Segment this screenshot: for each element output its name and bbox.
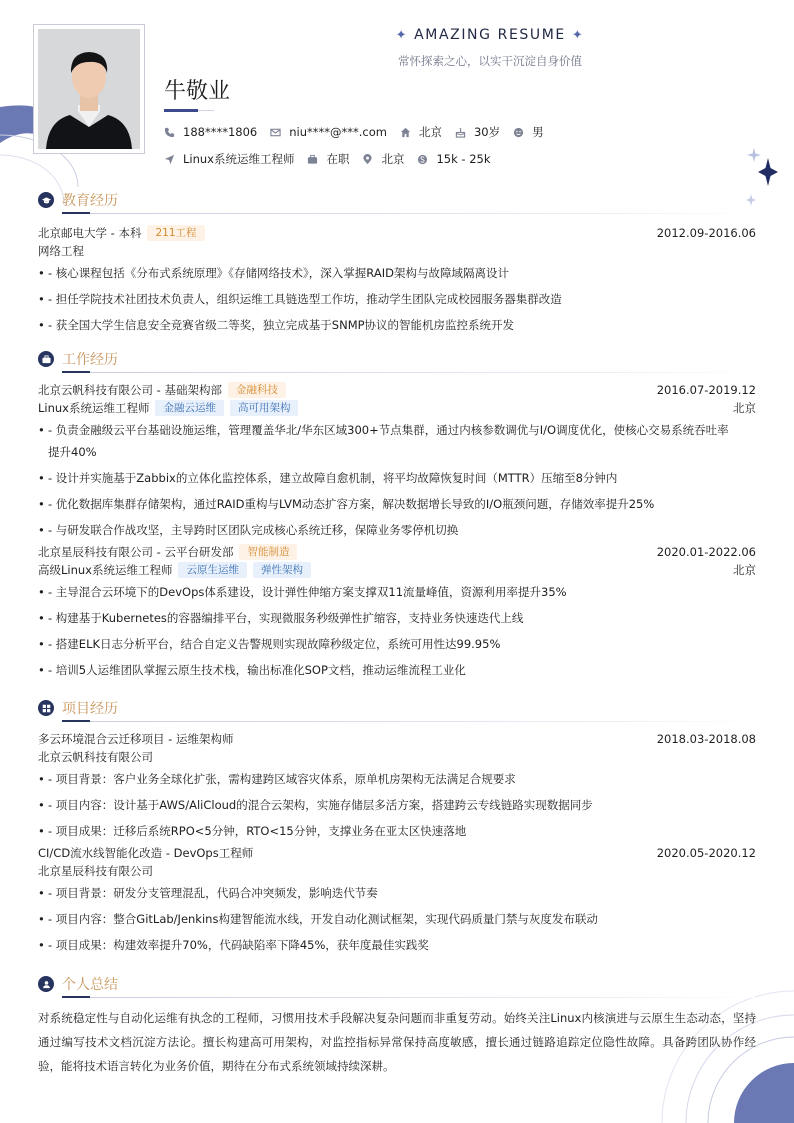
mail-icon [270, 127, 281, 138]
job-item [164, 151, 294, 167]
job-position: 高级Linux系统运维工程师 [38, 563, 173, 577]
list-item: • - 项目内容：设计基于AWS/AliCloud的混合云架构，实施存储层多活方案，搭建跨云专线链路实现数据同步 [38, 792, 756, 818]
gender-value: 男 [532, 125, 544, 139]
education-title: 教育经历 [62, 193, 118, 209]
job-date: 2016.07-2019.12 [656, 383, 756, 397]
skill-tag: 金融云运维 [155, 400, 224, 416]
list-item: • - 获全国大学生信息安全竞赛省级二等奖，独立完成基于SNMP协议的智能机房监控系统开发 [38, 312, 756, 338]
list-item: • - 主导混合云环境下的DevOps体系建设，设计弹性伸缩方案支撑双11流量峰值，资源利用率提升35% [38, 579, 756, 605]
briefcase-icon [38, 351, 54, 367]
job-location: 北京 [733, 401, 756, 415]
list-item-continued: 提升40% [48, 445, 97, 459]
list-item: • - 设计并实施基于Zabbix的立体化监控体系，建立故障自愈机制，将平均故障恢复时间（MTTR）压缩至8分钟内 [38, 465, 756, 491]
phone-value: 188****1806 [183, 125, 258, 139]
list-item: • - 项目成果：迁移后系统RPO<5分钟，RTO<15分钟，支撑业务在亚太区快速落地 [38, 818, 756, 844]
user-icon [513, 127, 524, 138]
profile-photo-frame [33, 24, 145, 154]
section-rule [38, 994, 756, 1002]
project-company: 北京云帆科技有限公司 [38, 750, 153, 764]
list-item: • - 构建基于Kubernetes的容器编排平台，实现微服务秒级弹性扩缩容，支持业务快速迭代上线 [38, 605, 756, 631]
projects-section [38, 698, 756, 958]
skill-tag: 云原生运维 [178, 562, 247, 578]
list-item: • - 项目背景：客户业务全球化扩张，需构建跨区域容灾体系，原单机房架构无法满足合规要求 [38, 766, 756, 792]
project-name: CI/CD流水线智能化改造 - DevOps工程师 [38, 846, 254, 860]
skill-tag: 高可用架构 [230, 400, 299, 416]
job-date: 2020.01-2022.06 [656, 545, 756, 559]
location-pin-icon [362, 154, 373, 165]
target-city-item [362, 151, 404, 167]
company-name: 北京星辰科技有限公司 - 云平台研发部 [38, 545, 234, 559]
education-date: 2012.09-2016.06 [656, 226, 756, 240]
section-rule [38, 210, 756, 218]
target-city-value: 北京 [381, 152, 405, 166]
briefcase-icon [307, 154, 318, 165]
job-location: 北京 [733, 563, 756, 577]
job-position: Linux系统运维工程师 [38, 401, 150, 415]
school-name: 北京邮电大学 - 本科 [38, 226, 142, 240]
list-item: • - 项目内容：整合GitLab/Jenkins构建智能流水线，开发自动化测试框架，实现代码质量门禁与灰度发布联动 [38, 906, 756, 932]
profile-photo [38, 29, 140, 149]
summary-section [38, 974, 756, 1078]
summary-text: 对系统稳定性与自动化运维有执念的工程师，习惯用技术手段解决复杂问题而非重复劳动。始终关注Linux内核演进与云原生生态动态，坚持通过编写技术文档沉淀方法论。擅长构建高可用架构，对监控指标异常保持高度敏感，擅长通过链路追踪定位隐性故障。具备跨团队协作经验，能将技术语言转化为业务价值，期待在分布式系统领域持续深耕。 [38, 1011, 756, 1073]
project-name: 多云环境混合云迁移项目 - 运维架构师 [38, 732, 234, 746]
phone-item [164, 125, 257, 139]
list-item: • - 担任学院技术社团技术负责人，组织运维工具链选型工作坊，推动学生团队完成校园服务器集群改造 [38, 286, 756, 312]
brand-header [385, 27, 595, 43]
coin-icon [417, 154, 428, 165]
company-name: 北京云帆科技有限公司 - 基础架构部 [38, 383, 222, 397]
project-company: 北京星辰科技有限公司 [38, 864, 153, 878]
grid-icon [38, 700, 54, 716]
user-icon [38, 976, 54, 992]
graduation-cap-icon [38, 192, 54, 208]
city-item [400, 124, 442, 140]
list-item: • - 培训5人运维团队掌握云原生技术栈，输出标准化SOP文档，推动运维流程工业化 [38, 657, 756, 683]
status-value: 在职 [326, 152, 350, 166]
age-value: 30岁 [473, 125, 501, 139]
industry-tag: 智能制造 [239, 544, 297, 560]
job-value: Linux系统运维工程师 [183, 152, 295, 166]
list-item: • - 优化数据库集群存储架构，通过RAID重构与LVM动态扩容方案，解决数据增长导致的I/O瓶颈问题，存储效率提升25% [38, 491, 756, 517]
job-entry-2 [38, 543, 756, 683]
star-right-icon: ✦ [571, 28, 585, 43]
email-value: niu****@***.com [289, 125, 387, 139]
brand-title: AMAZING RESUME [414, 27, 566, 43]
candidate-name: 牛敬业 [164, 79, 231, 104]
summary-title: 个人总结 [62, 977, 118, 993]
work-title: 工作经历 [62, 352, 118, 368]
list-item: • - 与研发联合作战攻坚，主导跨时区团队完成核心系统迁移，保障业务零停机切换 [38, 517, 756, 543]
brand-subtitle: 常怀探索之心，以实干沉淀自身价值 [398, 54, 582, 68]
contact-row-1 [164, 124, 557, 140]
salary-item [417, 152, 490, 166]
project-entry-2 [38, 844, 756, 958]
education-section [38, 190, 756, 338]
list-item: • - 核心课程包括《分布式系统原理》《存储网络技术》，深入掌握RAID架构与故障域隔离设计 [38, 260, 756, 286]
send-icon [164, 154, 175, 165]
name-underline [164, 109, 198, 112]
skill-tag: 弹性架构 [253, 562, 311, 578]
home-icon [400, 127, 411, 138]
section-rule [38, 369, 756, 377]
email-item [270, 125, 387, 139]
project-date: 2018.03-2018.08 [656, 732, 756, 746]
project-entry-1 [38, 730, 756, 844]
list-item: • - 负责金融级云平台基础设施运维，管理覆盖华北/华东区域300+节点集群，通过内核参数调优与I/O调度优化，使核心交易系统吞吐率 [38, 417, 756, 443]
cake-icon [455, 127, 466, 138]
age-item [455, 124, 500, 140]
status-item [307, 151, 349, 167]
phone-icon [164, 127, 175, 138]
contact-row-2 [164, 151, 504, 167]
list-item: • - 搭建ELK日志分析平台，结合自定义告警规则实现故障秒级定位，系统可用性达99.95% [38, 631, 756, 657]
school-tag: 211工程 [147, 225, 204, 241]
gender-item [513, 124, 544, 140]
list-item: • - 项目成果：构建效率提升70%，代码缺陷率下降45%，获年度最佳实践奖 [38, 932, 756, 958]
section-rule [38, 718, 756, 726]
city-value: 北京 [418, 125, 442, 139]
industry-tag: 金融科技 [228, 382, 286, 398]
job-entry-1 [38, 381, 756, 543]
star-left-icon: ✦ [395, 28, 409, 43]
projects-title: 项目经历 [62, 701, 118, 717]
work-section [38, 349, 756, 683]
salary-value: 15k - 25k [436, 152, 491, 166]
name-underline-light [198, 110, 214, 111]
major: 网络工程 [38, 244, 84, 258]
project-date: 2020.05-2020.12 [656, 846, 756, 860]
list-item: • - 项目背景：研发分支管理混乱，代码合冲突频发，影响迭代节奏 [38, 880, 756, 906]
